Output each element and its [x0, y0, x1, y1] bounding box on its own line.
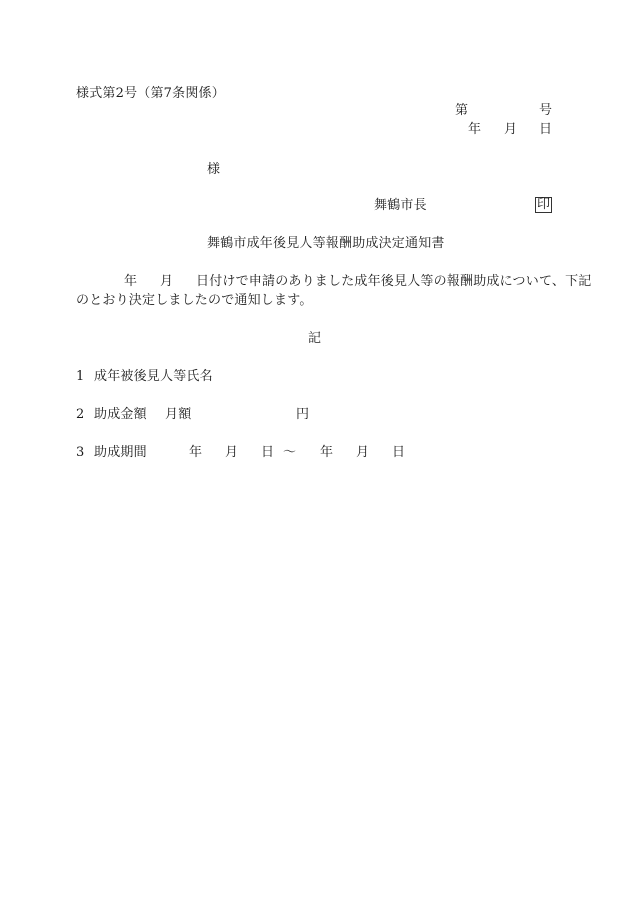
date-month: 月 [504, 122, 518, 137]
item3-label: 助成期間 [94, 445, 147, 460]
form-label: 様式第2号（第7条関係） [76, 86, 225, 101]
item3-tilde: ～ [283, 445, 297, 460]
document-title: 舞鶴市成年後見人等報酬助成決定通知書 [207, 236, 445, 251]
item3-end-day: 日 [392, 445, 406, 460]
item3-start-year: 年 [189, 445, 203, 460]
item2-monthly: 月額 [165, 407, 192, 422]
body-line1: 日付けで申請のありました成年後見人等の報酬助成について、下記 [196, 274, 592, 289]
item1-label: 成年被後見人等氏名 [94, 369, 213, 384]
body-year: 年 [124, 274, 138, 289]
item3-end-month: 月 [356, 445, 370, 460]
item3-end-year: 年 [320, 445, 334, 460]
seal-mark [535, 197, 552, 213]
doc-number-prefix: 第 [455, 103, 469, 118]
date-day: 日 [539, 122, 553, 137]
ki-heading: 記 [308, 331, 322, 346]
date-year: 年 [468, 122, 482, 137]
item2-number: 2 [76, 407, 85, 422]
item2-unit: 円 [296, 407, 310, 422]
item1-number: 1 [76, 369, 85, 384]
addressee-suffix: 様 [207, 162, 221, 177]
seal-box: 印 [537, 197, 551, 212]
item3-number: 3 [76, 445, 85, 460]
item3-start-month: 月 [225, 445, 239, 460]
doc-number-suffix: 号 [539, 103, 553, 118]
item3-start-day: 日 [261, 445, 275, 460]
item2-label: 助成金額 [94, 407, 147, 422]
body-month: 月 [160, 274, 174, 289]
body-line2: のとおり決定しましたので通知します。 [76, 293, 313, 308]
issuer-name: 舞鶴市長 [374, 198, 427, 213]
